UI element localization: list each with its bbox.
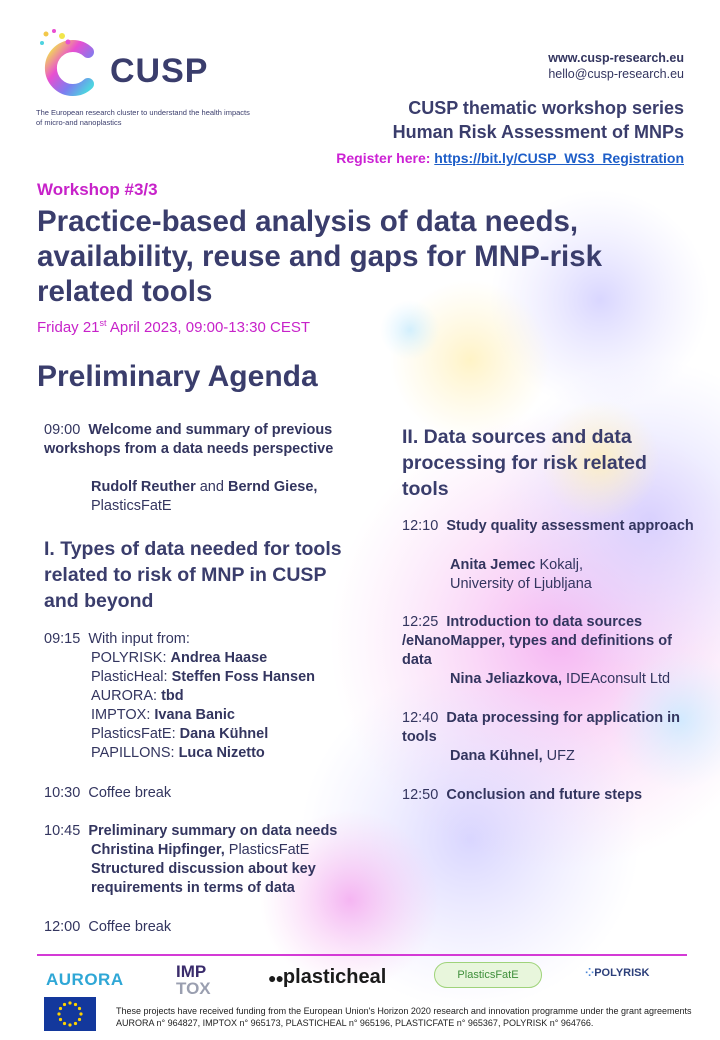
- agenda-title: Coffee break: [88, 919, 172, 935]
- list-item: [91, 706, 371, 725]
- agenda-item-1225: [402, 613, 702, 670]
- agenda-item-1210: [402, 517, 702, 536]
- series-line-1: CUSP thematic workshop series: [408, 98, 684, 118]
- speaker-name: Christina Hipfinger,: [91, 842, 225, 858]
- series-title: [393, 96, 684, 144]
- agenda-item-1240: [402, 709, 702, 747]
- list-item: [91, 744, 371, 763]
- logo-wordmark: CUSP: [110, 52, 209, 90]
- agenda-title: With input from:: [88, 631, 190, 647]
- contact-block: [548, 50, 684, 82]
- agenda-title: Coffee break: [88, 785, 172, 801]
- speaker-org: Kokalj,: [535, 557, 583, 573]
- section-1-heading: I. Types of data needed for tools related to risk of MNP in CUSP and beyond: [44, 538, 342, 612]
- cusp-logo-icon: [36, 28, 102, 100]
- agenda-summary-detail: [91, 841, 361, 898]
- agenda-time: 09:15: [44, 631, 81, 647]
- agenda-time: 12:10: [402, 518, 439, 534]
- speaker-name: Bernd Giese,: [227, 479, 318, 495]
- register-line: [336, 150, 684, 166]
- agenda-title: Conclusion and future steps: [446, 787, 643, 803]
- agenda-time: 09:00: [44, 422, 81, 438]
- agenda-1210-speaker: [450, 556, 700, 594]
- project-name: PlasticHeal:: [91, 669, 172, 685]
- date-suffix: st: [99, 318, 107, 328]
- agenda-time: 12:40: [402, 710, 439, 726]
- workshop-label: Workshop #3/3: [37, 180, 158, 199]
- agenda-time: 12:50: [402, 787, 439, 803]
- logo-tagline: The European research cluster to understand the health impacts of micro-and nanoplastics: [36, 108, 250, 127]
- speaker-joiner: and: [195, 479, 228, 495]
- agenda-item-coffee-1: [44, 784, 364, 803]
- date-rest: April 2023, 09:00-13:30 CEST: [106, 319, 311, 336]
- list-item: [91, 668, 371, 687]
- person-name: Ivana Banic: [154, 707, 235, 723]
- imptox-line-2: TOX: [176, 979, 211, 998]
- partner-logo-polyrisk: [585, 966, 649, 979]
- agenda-heading: Preliminary Agenda: [37, 360, 318, 393]
- agenda-1240-speaker: [450, 747, 700, 766]
- agenda-time: 10:45: [44, 823, 81, 839]
- plasticheal-word: plasticheal: [282, 966, 387, 988]
- series-line-2: Human Risk Assessment of MNPs: [392, 122, 684, 142]
- agenda-1225-speaker: [450, 670, 710, 689]
- speaker-org-2: University of Ljubljana: [450, 576, 592, 592]
- person-name: Steffen Foss Hansen: [171, 669, 316, 685]
- workshop-title: Practice-based analysis of data needs, availability, reuse and gaps for MNP-risk related tools: [37, 205, 603, 308]
- section-2-heading: II. Data sources and data processing for risk related tools: [402, 426, 647, 500]
- list-item: [91, 725, 371, 744]
- polyrisk-word: POLYRISK: [594, 967, 650, 979]
- polyrisk-dots-icon: ⁘: [585, 967, 595, 979]
- partner-logo-imptox: [176, 963, 211, 997]
- project-name: PAPILLONS:: [91, 745, 179, 761]
- register-link[interactable]: https://bit.ly/CUSP_WS3_Registration: [434, 150, 684, 166]
- eu-stars-icon: [44, 997, 96, 1031]
- agenda-item-welcome: [44, 421, 364, 459]
- person-name: Andrea Haase: [170, 650, 268, 666]
- agenda-speakers-welcome: [91, 478, 371, 516]
- agenda-time: 12:00: [44, 919, 81, 935]
- agenda-title: Preliminary summary on data needs: [88, 823, 338, 839]
- speaker-org: PlasticsFatE: [91, 498, 172, 514]
- project-name: PlasticsFatE:: [91, 726, 180, 742]
- list-item: [91, 687, 371, 706]
- agenda-title: Study quality assessment approach: [446, 518, 694, 534]
- imptox-line-1: IMP: [176, 962, 207, 981]
- input-list: [91, 649, 371, 763]
- email-link[interactable]: hello@cusp-research.eu: [548, 67, 684, 81]
- speaker-org: IDEAconsult Ltd: [562, 671, 671, 687]
- agenda-title: Welcome and summary of previous workshops from a data needs perspective: [44, 422, 334, 457]
- speaker-name: Nina Jeliazkova,: [450, 671, 563, 687]
- agenda-time: 12:25: [402, 614, 439, 630]
- agenda-time: 10:30: [44, 785, 81, 801]
- date-day: Friday 21: [37, 319, 100, 336]
- project-name: AURORA:: [91, 688, 162, 704]
- list-item: [91, 649, 371, 668]
- speaker-name: Anita Jemec: [450, 557, 536, 573]
- discussion-text: Structured discussion about key requirements in terms of data: [91, 861, 316, 896]
- eu-flag-icon: [44, 997, 96, 1031]
- person-name: Dana Kühnel: [179, 726, 269, 742]
- speaker-name: Rudolf Reuther: [91, 479, 196, 495]
- agenda-title: Introduction to data sources /eNanoMapper, types and definitions of data: [402, 614, 672, 668]
- agenda-item-coffee-2: [44, 918, 364, 937]
- speaker-name: Dana Kühnel,: [450, 748, 543, 764]
- agenda-item-input: [44, 630, 364, 649]
- register-label: Register here:: [336, 150, 431, 166]
- person-name: tbd: [161, 688, 184, 704]
- partner-logo-plasticheal: [268, 966, 386, 989]
- project-name: IMPTOX:: [91, 707, 155, 723]
- partner-logo-plasticsfate: PlasticsFatE: [434, 962, 542, 988]
- person-name: Luca Nizetto: [178, 745, 265, 761]
- funding-statement: These projects have received funding from the European Union's Horizon 2020 research and innovation programme under the grant agreements AURORA n° 964827, IMPTOX n° 965173, PLASTICHEAL n° 965196, PLASTICFATE n° 965367, POLYRISK n° 964766.: [116, 1006, 692, 1028]
- speaker-org: PlasticsFatE: [224, 842, 310, 858]
- partner-logo-aurora: AURORA: [46, 970, 124, 989]
- agenda-title: Data processing for application in tools: [402, 710, 681, 745]
- footer-divider: [37, 954, 687, 956]
- workshop-date: [37, 318, 310, 336]
- website-link[interactable]: www.cusp-research.eu: [548, 51, 684, 65]
- project-name: POLYRISK:: [91, 650, 171, 666]
- speaker-org: UFZ: [542, 748, 575, 764]
- agenda-item-summary: [44, 822, 364, 841]
- agenda-item-1250: [402, 786, 702, 805]
- plasticheal-mark-icon: ●●: [268, 970, 283, 986]
